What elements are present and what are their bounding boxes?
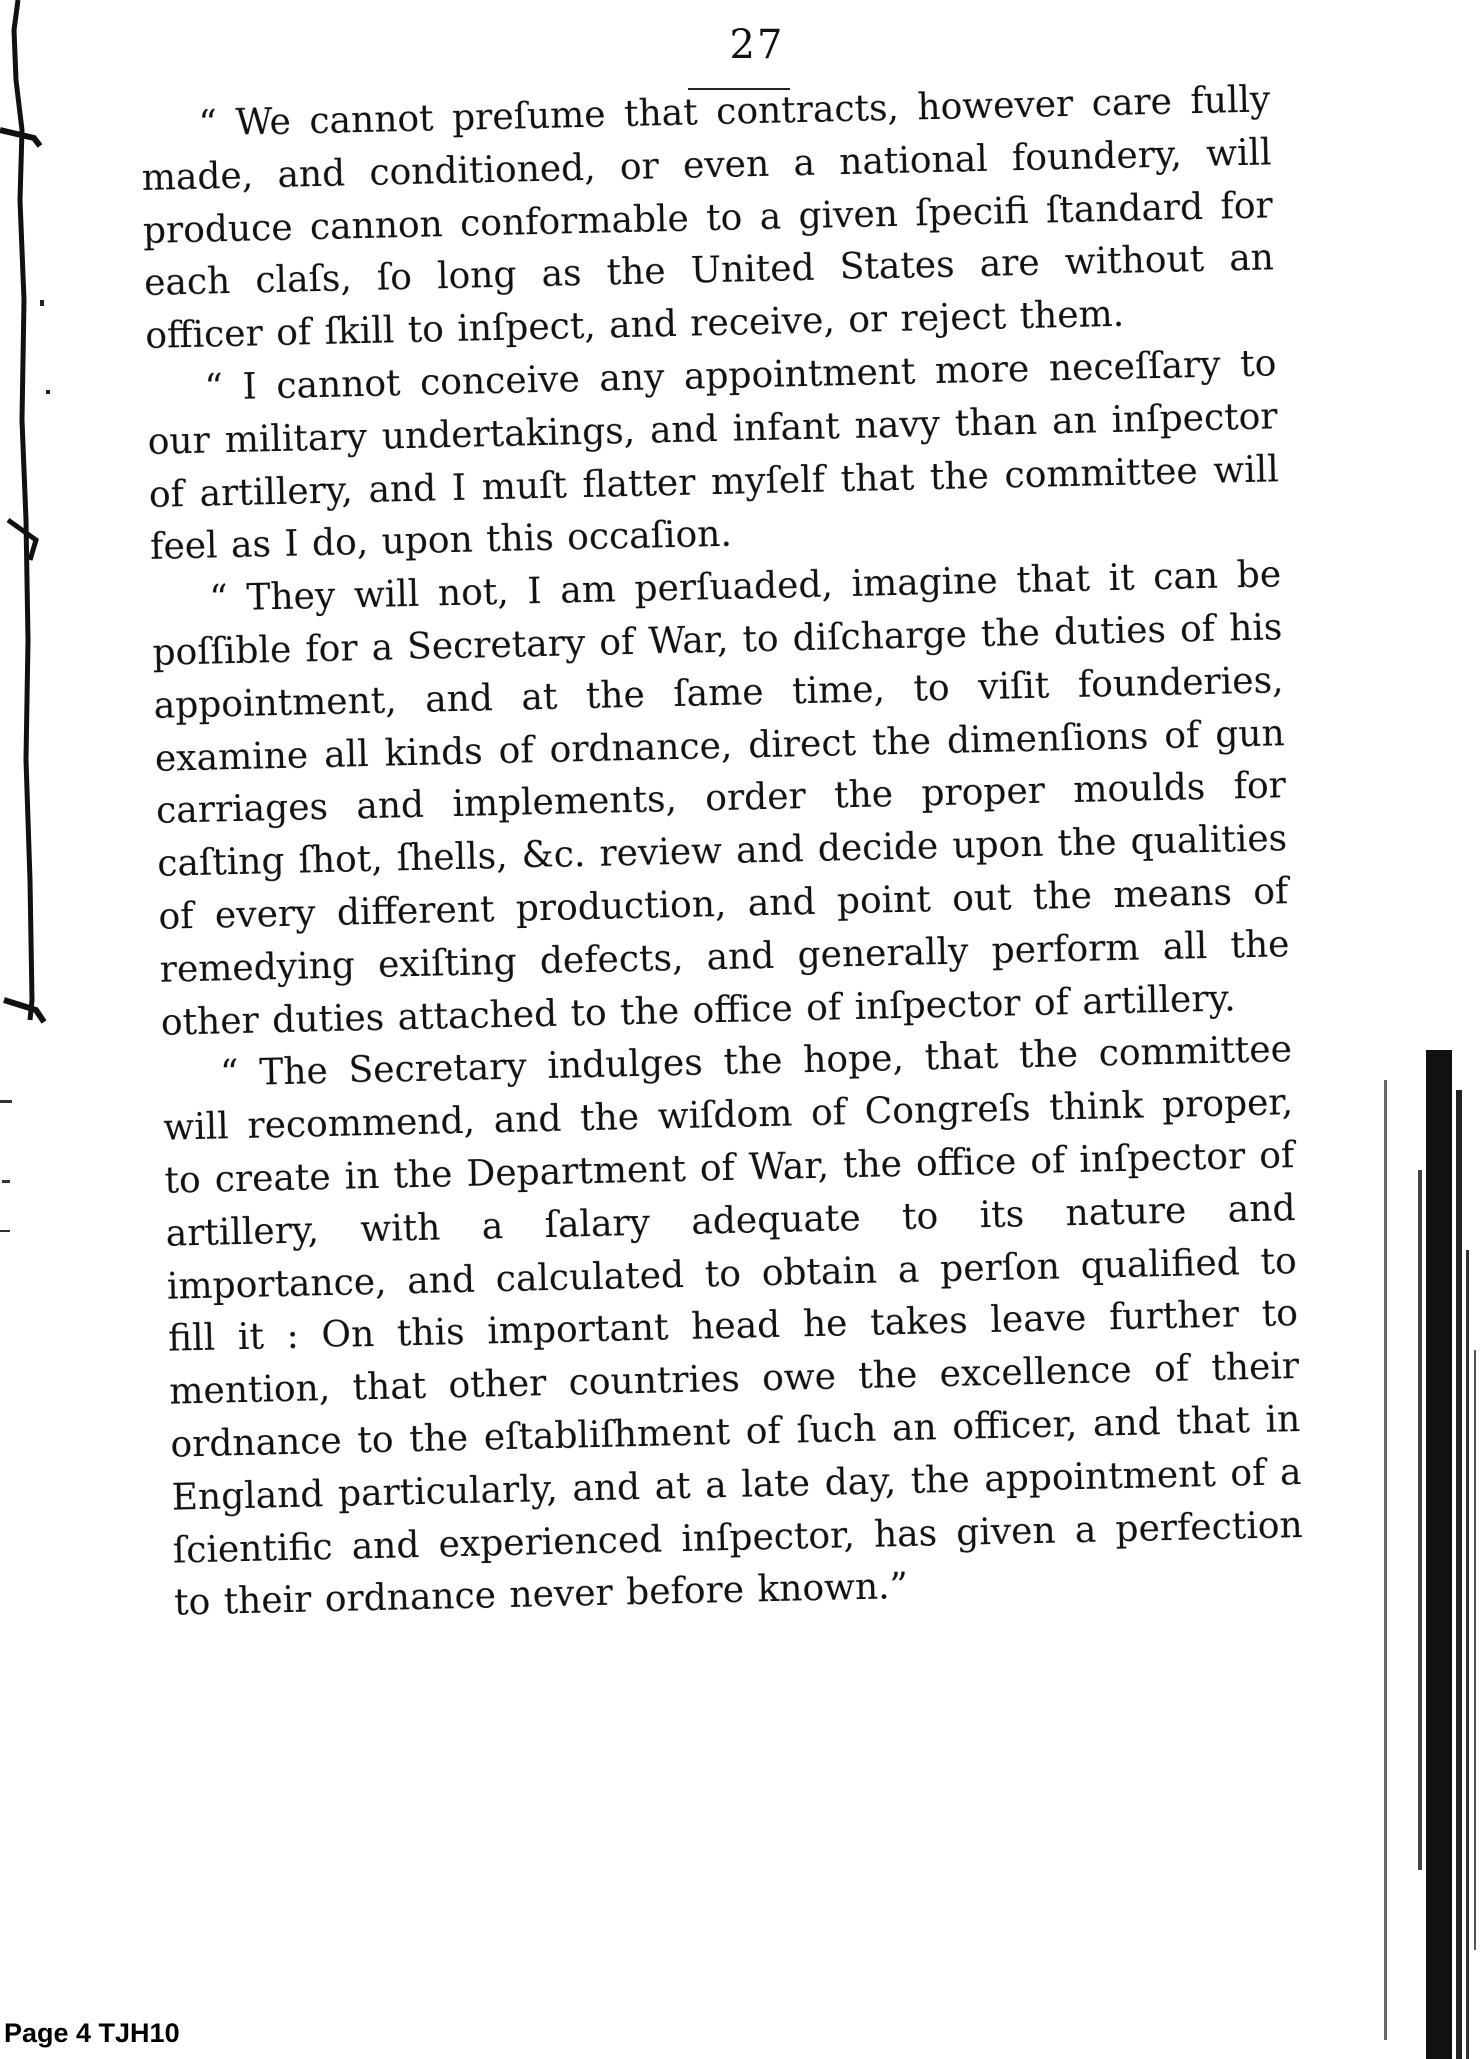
- paragraph: “ I cannot conceive any appointment more neceſſary to our military undertakings, and infant navy than an inſpector of artillery, and I muſt flatter myſelf that the committee will feel as I do, upon this occaſion.: [147, 343, 1280, 569]
- binding-edge-right: [1364, 1050, 1484, 2059]
- page-number: 27: [729, 22, 785, 68]
- binding-edge-left: [0, 0, 70, 1300]
- body-text: [140, 74, 1304, 1630]
- paragraph: “ They will not, I am perſuaded, imagine that it can be poſſible for a Secretary of War, to diſcharge the duties of his appointment, and at the ſame time, to viſit founderies, examine all kinds of ordnance, direct the dimenſions of gun carriages and implements, order the proper moulds for caſting ſhot, ſhells, &c. review and decide upon the qualities of every different production, and point out the means of remedying exiſting defects, and generally perform all the other duties attached to the office of inſpector of artillery.: [152, 554, 1290, 1044]
- scan-footer-label: Page 4 TJH10: [4, 2018, 180, 2048]
- paragraph: “ The Secretary indulges the hope, that the committee will recommend, and the wiſdom of Congreſs think proper, to create in the Department of War, the office of inſpector of artillery, with a ſalary adequate to its nature and importance, and calculated to obtain a perſon qualified to fill it : On this important head he takes leave further to mention, that other countries owe the excellence of their ordnance to the eſtabliſhment of ſuch an officer, and that in England particularly, and at a late day, the appointment of a ſcientific and experienced inſpector, has given a perfection to their ordnance never before known.”: [162, 1029, 1304, 1624]
- paragraph: “ We cannot preſume that contracts, however care fully made, and conditioned, or even a national foundery, will produce cannon conformable to a given ſpecifi ſtandard for each claſs, ſo long as the United States are without an officer of ſkill to inſpect, and receive, or reject them.: [141, 79, 1275, 358]
